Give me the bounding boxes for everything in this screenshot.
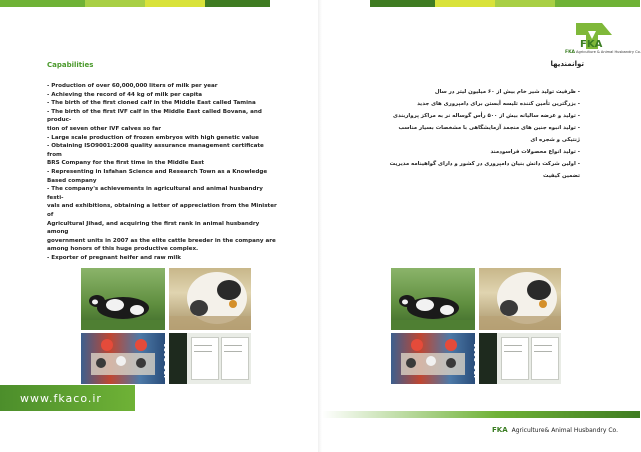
persian-capability-line: - تولید و عرضه سالیانه بیش از ۵۰۰ رأس گوساله نر به مراکز پرواربندی xyxy=(393,113,580,119)
iso-certificate-photo-right xyxy=(473,333,561,384)
calf-illustration xyxy=(391,268,475,330)
right-page xyxy=(320,0,640,452)
capability-line: among honors of this huge productive complex. xyxy=(47,246,199,253)
capability-line: - Exporter of pregnant heifer and raw milk xyxy=(47,254,181,261)
certificate-page xyxy=(531,337,559,380)
footer-company xyxy=(492,426,618,434)
logo-subtitle xyxy=(565,50,641,55)
capabilities-list xyxy=(47,82,279,262)
certificate-page xyxy=(501,337,529,380)
persian-capability-line: - ظرفیت تولید شیر خام بیش از ۶۰ میلیون لیتر در سال xyxy=(434,89,580,95)
persian-capability-line: - بزرگترین تأمین کننده تلیسه آبستن برای دامپروری های جدید xyxy=(417,101,580,107)
capabilities-title: Capabilities xyxy=(47,61,94,69)
capability-line: - Large scale production of frozen embryos with high genetic value xyxy=(47,134,259,141)
award-photo xyxy=(81,333,165,384)
iso-strip xyxy=(479,333,497,384)
capability-line: vals and exhibitions, obtaining a letter of appreciation from the Minister of xyxy=(47,203,277,218)
capability-line: - Obtaining ISO9001:2008 quality assurance management certificate from xyxy=(47,143,264,158)
certificate-page xyxy=(191,337,219,380)
persian-capability-line: - تولید انبوه جنین های منجمد آزمایشگاهی با مشخصات بسیار مناسب ژنتیکی و شجره ای xyxy=(398,125,580,143)
footer-company-name: Agriculture& Animal Husbandry Co. xyxy=(511,427,618,434)
capability-line: - The birth of the first IVF calf in the Middle East called Bovana, and produc- xyxy=(47,108,262,124)
capability-line: - Achieving the record of 44 kg of milk per capita xyxy=(47,91,203,98)
calf-illustration xyxy=(81,268,165,330)
persian-capability-line: - تولید انواع محصولات فراسودمند xyxy=(490,149,580,155)
footer-gradient-strip xyxy=(322,411,640,418)
capability-line: - Representing in Isfahan Science and Research Town as a Knowledge xyxy=(47,168,268,175)
iso-strip xyxy=(169,333,187,384)
award-illustration xyxy=(391,333,475,384)
calf-photo-closeup xyxy=(169,268,251,330)
logo-company-name: Agriculture & Animal Husbandry Co. xyxy=(576,50,641,54)
capability-line: - The company's achievements in agricultural and animal husbandry festi- xyxy=(47,186,263,201)
persian-capabilities-list xyxy=(380,86,580,182)
award-photo-right xyxy=(391,333,475,384)
logo-letters: FKA xyxy=(580,39,603,50)
website-link[interactable]: www.fkaco.ir xyxy=(20,392,102,405)
capability-line: - The birth of the first cloned calf in the Middle East called Tamina xyxy=(47,100,256,107)
calf-photo-grass xyxy=(81,268,165,330)
certificate-page xyxy=(221,337,249,380)
capability-line: Agricultural Jihad, and acquiring the first rank in animal husbandry among xyxy=(47,220,260,236)
calf-photo-grass-right xyxy=(391,268,475,330)
capability-line: tion of seven other IVF calves so far xyxy=(47,125,162,132)
capability-line: government units in 2007 as the elite cattle breeder in the company are xyxy=(47,237,276,244)
iso-certificate-photo xyxy=(163,333,251,384)
award-illustration xyxy=(81,333,165,384)
calf-photo-closeup-right xyxy=(479,268,561,330)
capability-line: - Production of over 60,000,000 liters of milk per year xyxy=(47,83,218,89)
logo-brand: FKA xyxy=(565,50,576,55)
footer-brand: FKA xyxy=(491,426,508,434)
capability-line: BRS Company for the first time in the Middle East xyxy=(47,160,205,167)
calf-head-illustration xyxy=(479,268,561,330)
capability-line: Based company xyxy=(47,177,97,184)
persian-capability-line: - اولین شرکت دانش بنیان دامپروری در کشور و دارای گواهینامه مدیریت تضمین کیفیت xyxy=(389,161,580,179)
persian-capabilities-title: توانمندیها xyxy=(550,60,584,68)
calf-head-illustration xyxy=(169,268,251,330)
iso-label: ISO 9001 xyxy=(473,342,481,378)
iso-label: ISO 9001 xyxy=(163,342,171,378)
